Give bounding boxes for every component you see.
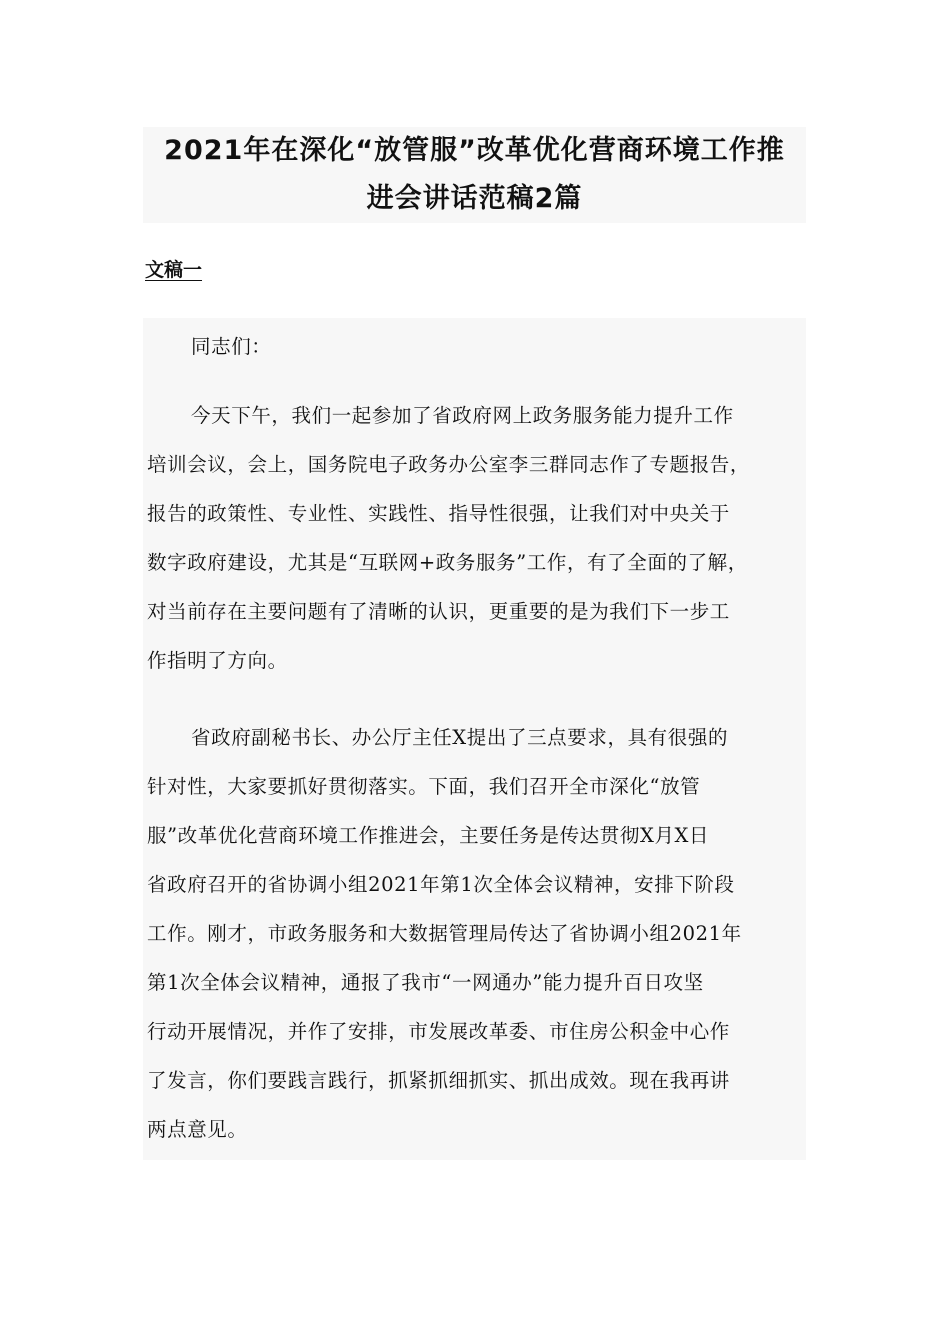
section-heading: 文稿一 [145,259,203,281]
paragraph-line: 今天下午，我们一起参加了省政府网上政务服务能力提升工作 [191,404,734,427]
paragraph-line: 工作。刚才，市政务服务和大数据管理局传达了省协调小组2021年 [147,922,742,945]
paragraph-line: 针对性，大家要抓好贯彻落实。下面，我们召开全市深化“放管 [147,775,701,798]
paragraph-line: 第1次全体会议精神，通报了我市“一网通办”能力提升百日攻坚 [147,971,704,994]
paragraph-line: 两点意见。 [147,1118,248,1141]
paragraph-line: 省政府召开的省协调小组2021年第1次全体会议精神，安排下阶段 [147,873,735,896]
paragraph-line: 报告的政策性、专业性、实践性、指导性很强，让我们对中央关于 [147,502,730,525]
paragraph-line: 服”改革优化营商环境工作推进会，主要任务是传达贯彻X月X日 [147,824,710,847]
document-body [143,318,806,1160]
paragraph-line: 省政府副秘书长、办公厅主任X提出了三点要求，具有很强的 [191,726,729,749]
paragraph-salutation [143,322,823,371]
paragraph-2 [143,713,823,1154]
paragraph-line: 作指明了方向。 [147,649,288,672]
paragraph-line: 行动开展情况，并作了安排，市发展改革委、市住房公积金中心作 [147,1020,730,1043]
title-line-2: 进会讲话范稿2篇 [366,183,583,214]
paragraph-line: 培训会议，会上，国务院电子政务办公室李三群同志作了专题报告， [147,453,751,476]
paragraph-1 [143,391,823,685]
paragraph-line: 对当前存在主要问题有了清晰的认识，更重要的是为我们下一步工 [147,600,730,623]
document-title [143,127,806,223]
title-line-1: 2021年在深化“放管服”改革优化营商环境工作推 [164,135,785,166]
paragraph-line: 同志们： [191,335,272,358]
paragraph-line: 了发言，你们要践言践行，抓紧抓细抓实、抓出成效。现在我再讲 [147,1069,730,1092]
paragraph-line: 数字政府建设，尤其是“互联网+政务服务”工作，有了全面的了解， [147,551,748,574]
